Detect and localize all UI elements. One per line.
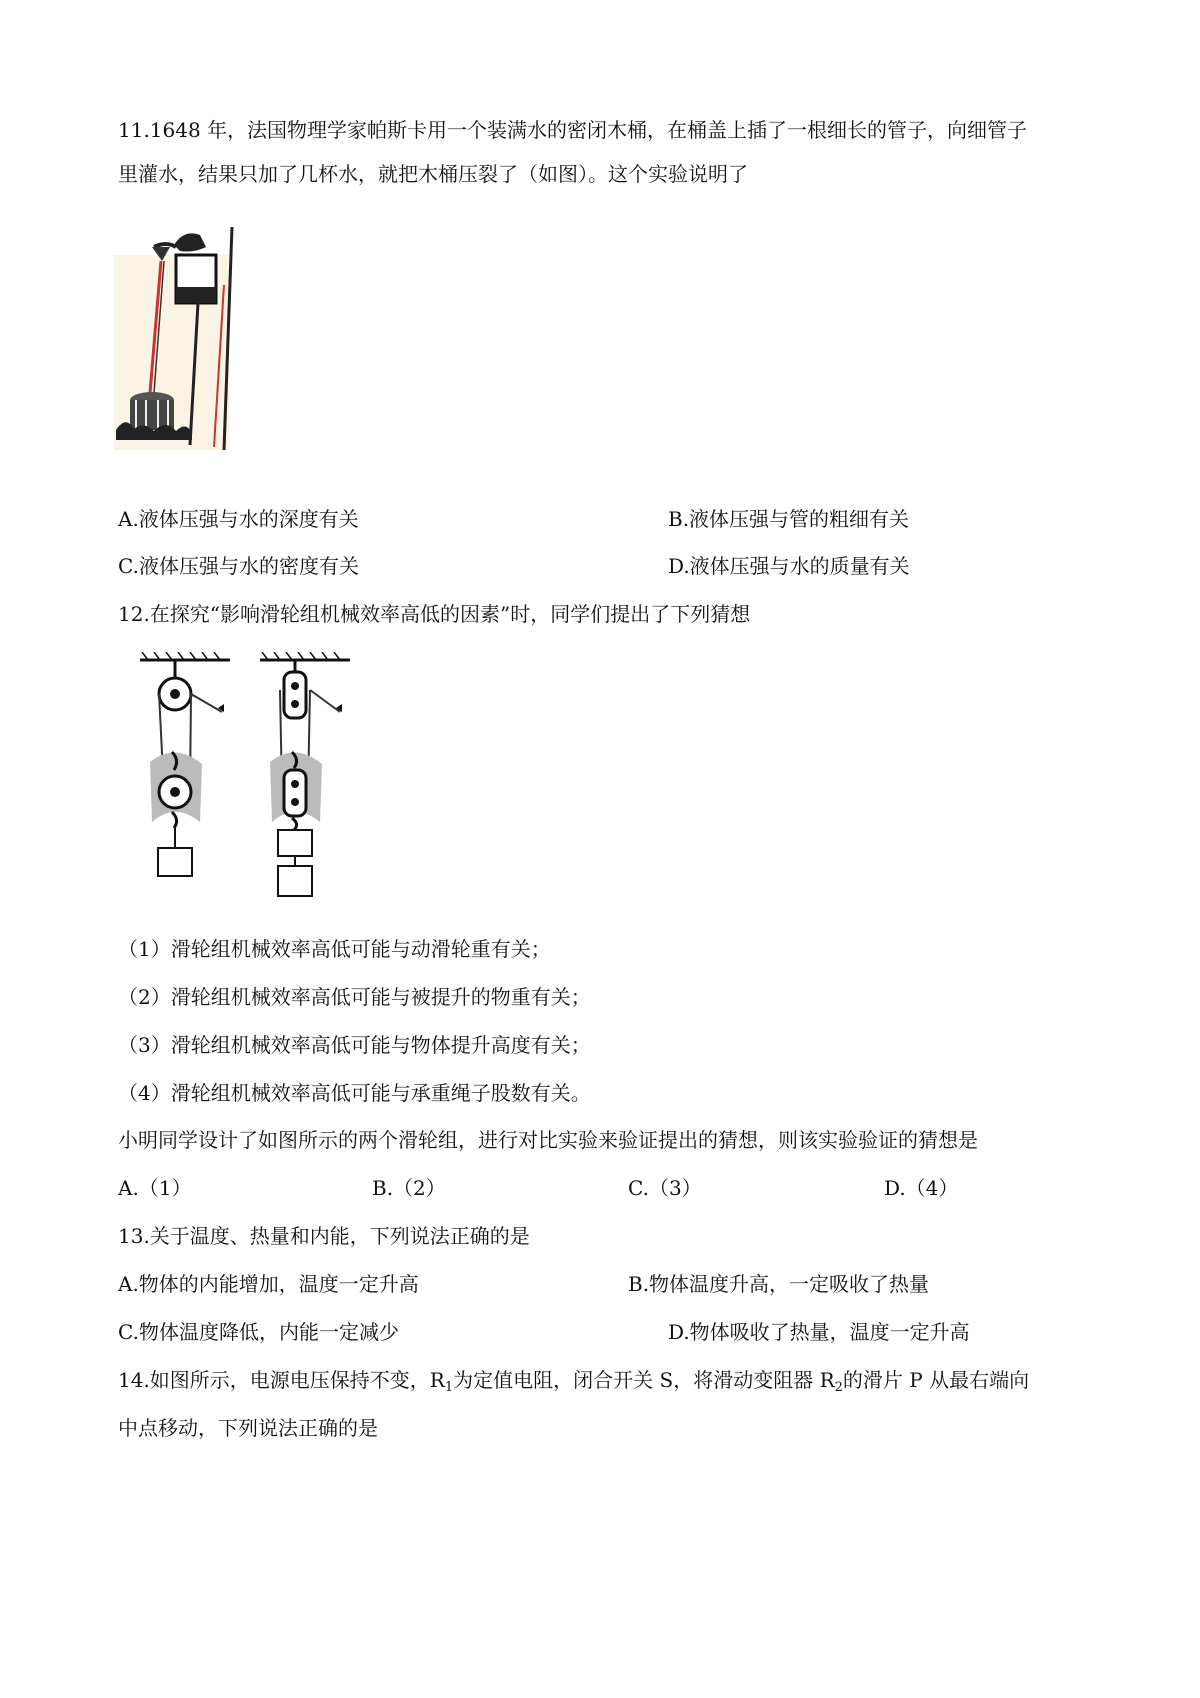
q14-stem-line1: 14.如图所示，电源电压保持不变，$R_1$为定值电阻，闭合开关 S，将滑动变阻器 $R_2$的滑片 P 从最右端向 bbox=[118, 1368, 1030, 1395]
pulley-system-right bbox=[260, 652, 350, 896]
q11-option-b[interactable]: B.液体压强与管的粗细有关 bbox=[668, 507, 910, 531]
q12-question: 小明同学设计了如图所示的两个滑轮组，进行对比实验来验证提出的猜想，则该实验验证的猜想是 bbox=[118, 1128, 978, 1152]
pulley-system-figure bbox=[130, 652, 410, 912]
q12-hypothesis-2: （2）滑轮组机械效率高低可能与被提升的物重有关； bbox=[118, 985, 591, 1009]
q11-stem-line1: 11.1648 年，法国物理学家帕斯卡用一个装满水的密闭木桶，在桶盖上插了一根细长的管子，向细管子 bbox=[118, 118, 1028, 142]
q12-hypothesis-1: （1）滑轮组机械效率高低可能与动滑轮重有关； bbox=[118, 937, 551, 961]
q12-option-b[interactable]: B.（2） bbox=[372, 1176, 446, 1200]
q13-option-c[interactable]: C.物体温度降低，内能一定减少 bbox=[118, 1320, 399, 1344]
q13-option-d[interactable]: D.物体吸收了热量，温度一定升高 bbox=[668, 1320, 970, 1344]
q12-option-a[interactable]: A.（1） bbox=[118, 1176, 192, 1200]
q13-option-b[interactable]: B.物体温度升高，一定吸收了热量 bbox=[628, 1272, 930, 1296]
q13-stem: 13.关于温度、热量和内能，下列说法正确的是 bbox=[118, 1224, 530, 1248]
q12-hypothesis-3: （3）滑轮组机械效率高低可能与物体提升高度有关； bbox=[118, 1033, 591, 1057]
pulley-system-left bbox=[140, 652, 230, 876]
q11-option-d[interactable]: D.液体压强与水的质量有关 bbox=[668, 554, 910, 578]
q14-stem-line2: 中点移动，下列说法正确的是 bbox=[118, 1416, 378, 1440]
pascal-barrel-figure bbox=[114, 225, 244, 450]
q12-stem: 12.在探究“影响滑轮组机械效率高低的因素”时，同学们提出了下列猜想 bbox=[118, 602, 751, 626]
q12-hypothesis-4: （4）滑轮组机械效率高低可能与承重绳子股数有关。 bbox=[118, 1081, 591, 1105]
q11-option-c[interactable]: C.液体压强与水的密度有关 bbox=[118, 554, 359, 578]
q12-option-d[interactable]: D.（4） bbox=[884, 1176, 959, 1200]
q13-option-a[interactable]: A.物体的内能增加，温度一定升高 bbox=[118, 1272, 419, 1296]
q11-option-a[interactable]: A.液体压强与水的深度有关 bbox=[118, 507, 359, 531]
q12-option-c[interactable]: C.（3） bbox=[628, 1176, 702, 1200]
q11-stem-line2: 里灌水，结果只加了几杯水，就把木桶压裂了（如图）。这个实验说明了 bbox=[118, 162, 748, 186]
